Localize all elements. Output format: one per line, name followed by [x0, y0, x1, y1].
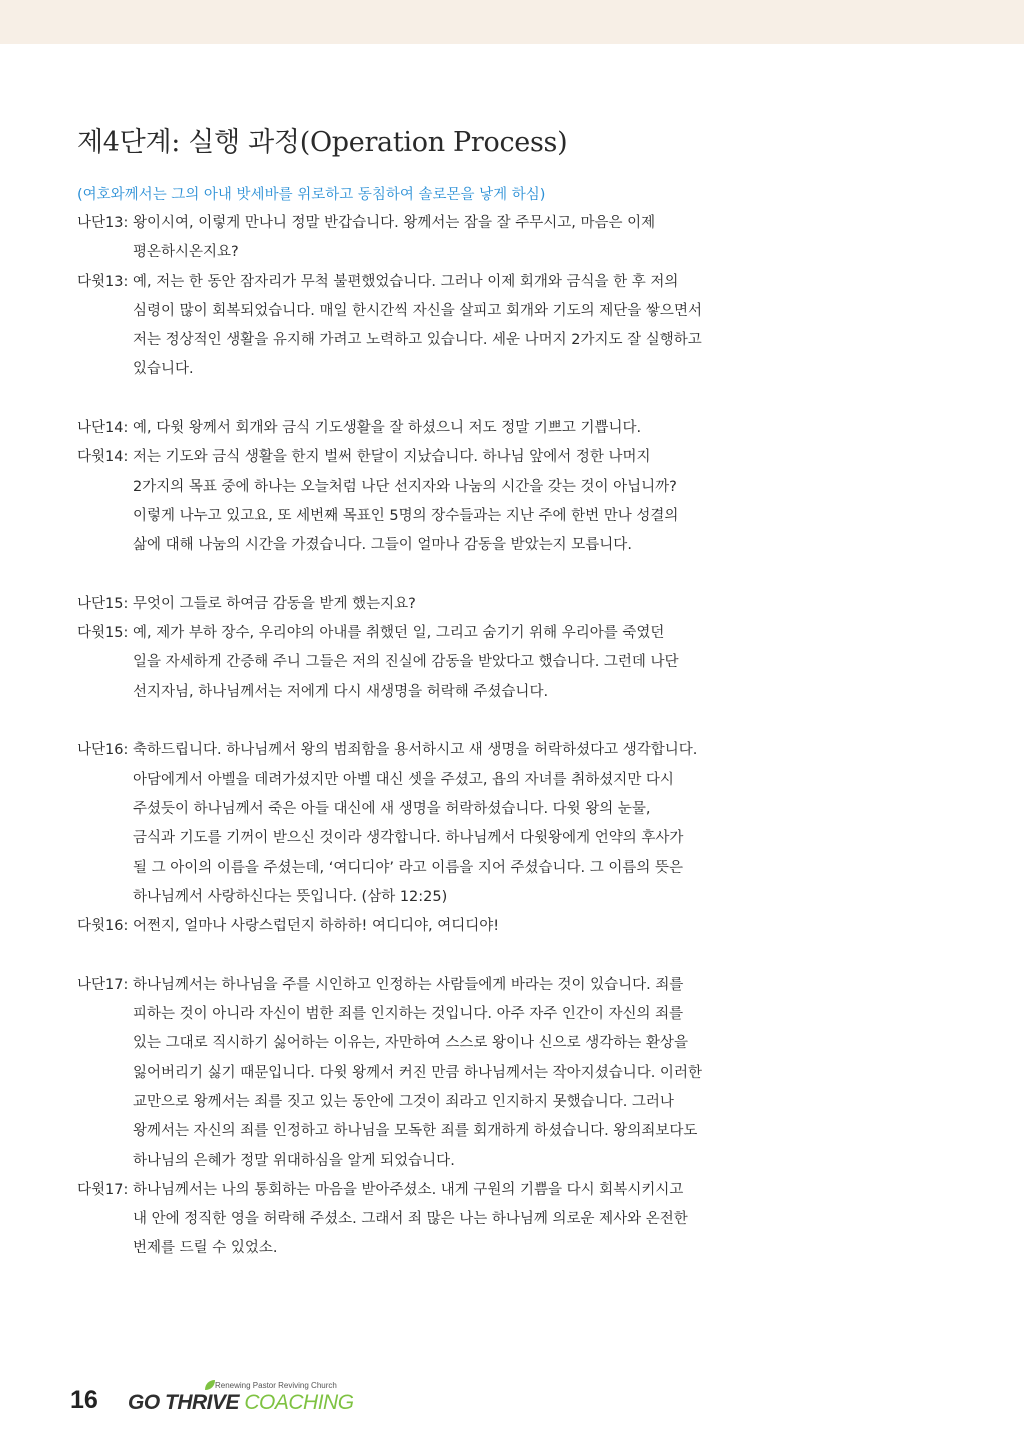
speech-text [133, 971, 702, 1176]
speech-line: 잃어버리기 싫기 때문입니다. 다윗 왕께서 커진 만큼 하나님께서는 작아지셨습니다. 이러한 [133, 1064, 702, 1081]
speech-line: 있는 그대로 직시하기 싫어하는 이유는, 자만하여 스스로 왕이나 신으로 생각하는 환상을 [133, 1035, 688, 1052]
speech-line: 왕께서는 자신의 죄를 인정하고 하나님을 모독한 죄를 회개하게 하셨습니다. 왕의죄보다도 [133, 1123, 698, 1140]
speech-line: 예, 제가 부하 장수, 우리야의 아내를 취했던 일, 그리고 숨기기 위해 우리아를 죽였던 [133, 625, 665, 642]
logo-thrive: THRIVE [165, 1391, 240, 1414]
dialogue-turn [77, 443, 777, 560]
speech-line: 저는 기도와 금식 생활을 한지 벌써 한달이 지났습니다. 하나님 앞에서 정한 나머지 [133, 449, 651, 466]
speech-line: 예, 저는 한 동안 잠자리가 무척 불편했었습니다. 그러나 이제 회개와 금식을 한 후 저의 [133, 273, 679, 290]
speaker-label: 다윗17: [77, 1181, 129, 1198]
speech-text [133, 268, 702, 385]
speech-line: 될 그 아이의 이름을 주셨는데, ‘여디디야’ 라고 이름을 지어 주셨습니다. 그 이름의 뜻은 [133, 859, 683, 876]
speech-text [133, 590, 416, 619]
speech-line: 피하는 것이 아니라 자신이 범한 죄를 인지하는 것입니다. 아주 자주 인간이 자신의 죄를 [133, 1006, 684, 1023]
dialogue-turn [77, 619, 777, 707]
speech-line: 금식과 기도를 기꺼이 받으신 것이라 생각합니다. 하나님께서 다윗왕에게 언약의 후사가 [133, 830, 684, 847]
speech-line: 이렇게 나누고 있고요, 또 세번째 목표인 5명의 장수들과는 지난 주에 한번 만나 성결의 [133, 507, 679, 524]
dialogue-turn [77, 268, 777, 385]
top-band [0, 0, 1024, 44]
speech-line: 번제를 드릴 수 있었소. [133, 1240, 278, 1257]
scene-note: (여호와께서는 그의 아내 밧세바를 위로하고 동침하여 솔로몬을 낳게 하심) [77, 187, 546, 203]
speaker-label: 나단17: [77, 976, 129, 993]
dialogue [77, 209, 777, 1264]
dialogue-turn [77, 590, 777, 619]
dialogue-turn [77, 736, 777, 912]
speech-text [133, 912, 499, 941]
speech-text [133, 736, 697, 912]
speech-line: 예, 다윗 왕께서 회개와 금식 기도생활을 잘 하셨으니 저도 정말 기쁘고 기쁩니다. [133, 420, 642, 437]
section-heading: 제4단계: 실행 과정(Operation Process) [77, 127, 568, 158]
speaker-label: 나단14: [77, 420, 129, 437]
speech-line: 내 안에 정직한 영을 허락해 주셨소. 그래서 죄 많은 나는 하나님께 의로운 제사와 온전한 [133, 1211, 688, 1228]
speaker-label: 나단16: [77, 742, 129, 759]
speech-text [133, 443, 678, 560]
speech-line: 무엇이 그들로 하여금 감동을 받게 했는지요? [133, 595, 416, 612]
speech-line: 하나님께서는 나의 통회하는 마음을 받아주셨소. 내게 구원의 기쁨을 다시 회복시키시고 [133, 1181, 684, 1198]
page-footer [62, 1378, 382, 1418]
speech-line: 하나님께서 사랑하신다는 뜻입니다. (삼하 12:25) [133, 888, 448, 905]
speech-line: 축하드립니다. 하나님께서 왕의 범죄함을 용서하시고 새 생명을 허락하셨다고 생각합니다. [133, 742, 698, 759]
speech-text [133, 619, 679, 707]
speech-line: 일을 자세하게 간증해 주니 그들은 저의 진실에 감동을 받았다고 했습니다. 그런데 나단 [133, 654, 679, 671]
speech-line: 주셨듯이 하나님께서 죽은 아들 대신에 새 생명을 허락하셨습니다. 다윗 왕의 눈물, [133, 800, 651, 817]
logo-tagline: Renewing Pastor Reviving Church [215, 1381, 337, 1390]
speech-text [133, 414, 641, 443]
dialogue-turn [77, 414, 777, 443]
dialogue-turn [77, 209, 777, 268]
speech-line: 심령이 많이 회복되었습니다. 매일 한시간씩 자신을 살피고 회개와 기도의 제단을 쌓으면서 [133, 302, 702, 319]
speech-line: 왕이시여, 이렇게 만나니 정말 반갑습니다. 왕께서는 잠을 잘 주무시고, 마음은 이제 [133, 215, 656, 231]
speaker-label: 다윗15: [77, 625, 129, 642]
paragraph-gap [77, 561, 777, 590]
speaker-label: 다윗13: [77, 273, 129, 290]
page-number: 16 [70, 1386, 98, 1414]
speech-line: 있습니다. [133, 361, 194, 378]
go-thrive-coaching-logo [128, 1378, 368, 1418]
speaker-label: 다윗14: [77, 449, 129, 466]
speech-text [133, 209, 655, 268]
dialogue-turn [77, 971, 777, 1176]
speech-line: 2가지의 목표 중에 하나는 오늘처럼 나단 선지자와 나눔의 시간을 갖는 것이 아닙니까? [133, 478, 677, 495]
paragraph-gap [77, 707, 777, 736]
paragraph-gap [77, 941, 777, 970]
speaker-label: 다윗16: [77, 918, 129, 935]
speech-line: 삶에 대해 나눔의 시간을 가졌습니다. 그들이 얼마나 감동을 받았는지 모릅니다. [133, 537, 632, 554]
dialogue-turn [77, 912, 777, 941]
speech-line: 평온하시온지요? [133, 244, 239, 261]
logo-wordmark [128, 1391, 354, 1415]
speech-line: 저는 정상적인 생활을 유지해 가려고 노력하고 있습니다. 세운 나머지 2가지도 잘 실행하고 [133, 332, 702, 349]
speech-text [133, 1176, 688, 1264]
paragraph-gap [77, 385, 777, 414]
speech-line: 어쩐지, 얼마나 사랑스럽던지 하하하! 여디디야, 여디디야! [133, 918, 500, 935]
speech-line: 선지자님, 하나님께서는 저에게 다시 새생명을 허락해 주셨습니다. [133, 683, 549, 700]
speaker-label: 나단15: [77, 595, 129, 612]
dialogue-turn [77, 1176, 777, 1264]
logo-coaching: COACHING [244, 1391, 354, 1414]
speaker-label: 나단13: [77, 215, 129, 231]
speech-line: 교만으로 왕께서는 죄를 짓고 있는 동안에 그것이 죄라고 인지하지 못했습니다. 그러나 [133, 1093, 674, 1110]
speech-line: 하나님께서는 하나님을 주를 시인하고 인정하는 사람들에게 바라는 것이 있습니다. 죄를 [133, 976, 684, 993]
speech-line: 아담에게서 아벨을 데려가셨지만 아벨 대신 셋을 주셨고, 욥의 자녀를 취하셨지만 다시 [133, 771, 674, 788]
logo-go: GO [128, 1391, 160, 1414]
speech-line: 하나님의 은혜가 정말 위대하심을 알게 되었습니다. [133, 1152, 455, 1169]
